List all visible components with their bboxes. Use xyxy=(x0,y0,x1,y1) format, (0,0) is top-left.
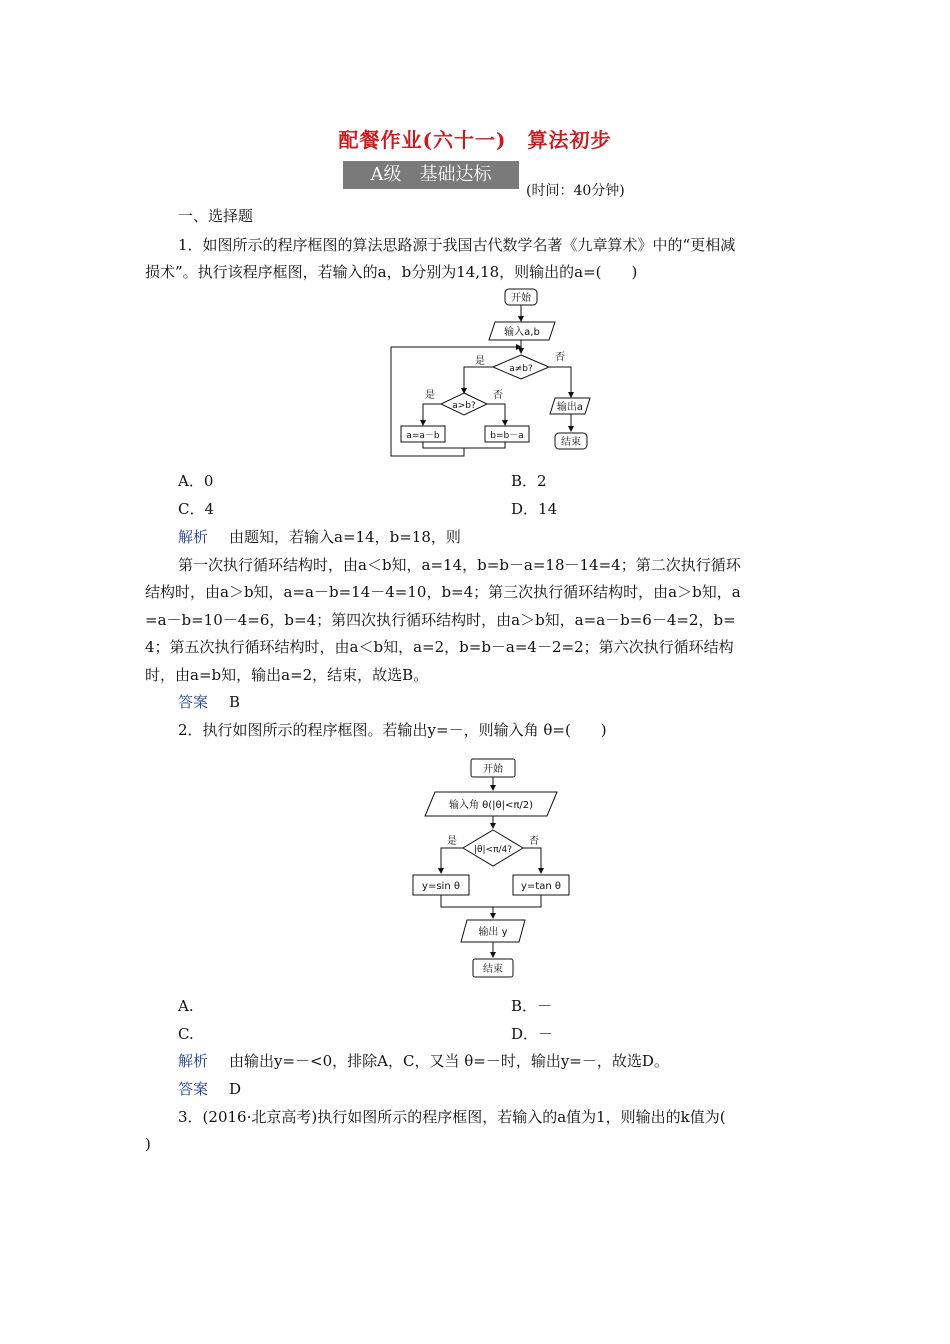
q1-answer-label: 答案 xyxy=(178,693,209,711)
q2-analysis: 由输出y=－<0，排除A，C，又当 θ=－时，输出y=－，故选D。 xyxy=(229,1052,669,1070)
q2-text-line1: 2．执行如图所示的程序框图。若输出y=－，则输入角 θ=( ) xyxy=(178,721,607,739)
q1-option-b: B．2 xyxy=(511,472,547,490)
no-label-2: 否 xyxy=(493,390,503,401)
q1-analysis-line4: =a－b=10－4=6，b=4；第四次执行循环结构时，由a＞b知，a=a－b=6－4=2，b= xyxy=(145,611,736,629)
q2-answer-value: D xyxy=(229,1080,242,1098)
cond2-label: a>b? xyxy=(452,401,476,411)
time-limit: (时间：40分钟) xyxy=(526,183,625,199)
q1-answer-value: B xyxy=(229,693,241,711)
yes-label: 是 xyxy=(447,836,457,847)
q1-analysis-line3: 结构时，由a＞b知，a=a－b=14－4=10，b=4；第三次执行循环结构时，由a＞b知，a xyxy=(145,583,741,601)
q3-text-line2: ) xyxy=(145,1135,151,1153)
q3-text-line1: 3．(2016·北京高考)执行如图所示的程序框图，若输入的a值为1，则输出的k值为( xyxy=(178,1108,726,1126)
q1-option-a: A．0 xyxy=(178,472,214,490)
q1-flowchart xyxy=(385,285,595,460)
q2-flowchart xyxy=(405,755,575,983)
q1-text-line1: 1．如图所示的程序框图的算法思路源于我国古代数学名著《九章算术》中的“更相减 xyxy=(178,236,736,254)
q1-analysis-line2: 第一次执行循环结构时，由a＜b知，a=14，b=b－a=18－14=4；第二次执行循环 xyxy=(178,556,741,574)
q2-option-d: D．－ xyxy=(511,1025,554,1043)
cond1-label: a≠b? xyxy=(509,364,533,374)
box-left-label: a=a－b xyxy=(406,431,440,441)
q1-option-c: C．4 xyxy=(178,500,215,518)
no-label: 否 xyxy=(529,836,539,847)
cond-label: |θ|<π/4? xyxy=(473,845,513,855)
level-badge: A级 基础达标 xyxy=(343,161,519,189)
page-title: 配餐作业(六十一) 算法初步 xyxy=(338,128,612,152)
q1-analysis-line6: 时，由a=b知，输出a=2，结束，故选B。 xyxy=(145,666,429,684)
q2-option-b: B．－ xyxy=(511,997,553,1015)
end-label: 结束 xyxy=(483,964,503,975)
q2-option-a: A. xyxy=(178,997,194,1015)
section-heading: 一、选择题 xyxy=(178,207,254,225)
yes-label-1: 是 xyxy=(475,356,485,367)
q1-analysis-line5: 4；第五次执行循环结构时，由a＜b知，a=2，b=b－a=4－2=2；第六次执行循环结构 xyxy=(145,638,734,656)
q2-analysis-label: 解析 xyxy=(178,1052,209,1070)
start-label: 开始 xyxy=(483,764,503,775)
q1-analysis-line1: 由题知，若输入a=14，b=18，则 xyxy=(229,528,461,546)
input-label: 输入角 θ(|θ|<π/2) xyxy=(448,800,534,811)
input-label: 输入a,b xyxy=(504,327,540,338)
no-label-1: 否 xyxy=(555,352,565,363)
start-label: 开始 xyxy=(511,293,531,304)
q1-option-d: D．14 xyxy=(511,500,558,518)
q2-answer-label: 答案 xyxy=(178,1080,209,1098)
yes-label-2: 是 xyxy=(425,390,435,401)
box-left-label: y=sin θ xyxy=(422,881,460,892)
q2-option-c: C. xyxy=(178,1025,194,1043)
output-label: 输出a xyxy=(556,402,584,413)
q1-text-line2: 损术”。执行该程序框图，若输入的a，b分别为14,18，则输出的a=( ) xyxy=(145,263,638,281)
output-label: 输出 y xyxy=(478,927,508,938)
box-right-label: b=b－a xyxy=(490,431,524,441)
q1-analysis-label: 解析 xyxy=(178,528,209,546)
box-right-label: y=tan θ xyxy=(521,881,561,892)
end-label: 结束 xyxy=(561,437,581,448)
